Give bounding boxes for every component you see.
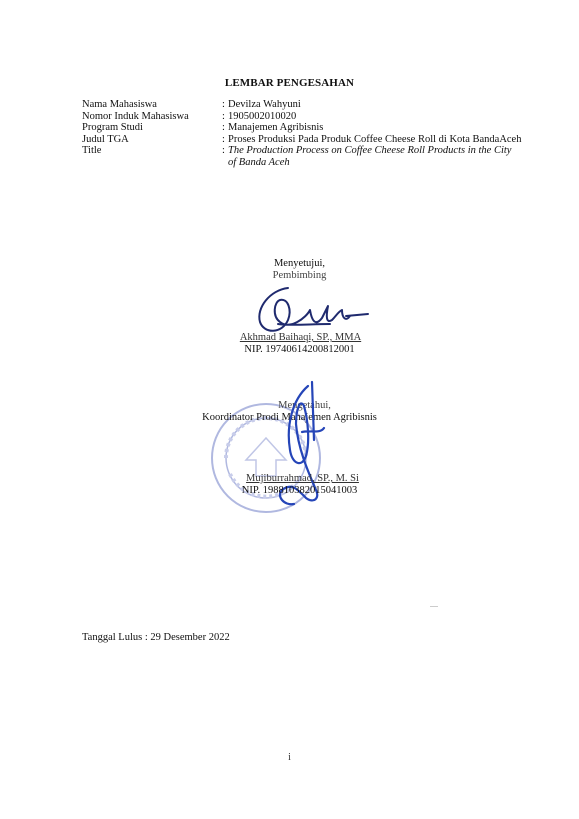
info-value: 1905002010020 [228, 110, 297, 122]
graduation-date: Tanggal Lulus : 29 Desember 2022 [82, 632, 230, 643]
info-row-name: Nama Mahasiswa : Devilza Wahyuni [82, 99, 522, 111]
scan-mark [430, 606, 438, 607]
advisor-nip: NIP. 19740614200812001 [244, 344, 355, 355]
page-number: i [288, 752, 291, 763]
approval-heading: Menyetujui, [273, 258, 326, 269]
info-label: Judul TGA [82, 133, 129, 145]
info-label: Nama Mahasiswa [82, 99, 157, 110]
info-value: The Production Process on Coffee Cheese Roll Products in the City of Banda Aceh [228, 145, 512, 168]
info-value: Manajemen Agribisnis [228, 122, 324, 133]
coordinator-signature [262, 380, 342, 520]
advisor-signature [250, 280, 370, 340]
info-value: Proses Produksi Pada Produk Coffee Cheese Roll di Kota BandaAceh [228, 133, 522, 145]
info-row-title: Title : The Production Process on Coffee Cheese Roll Products in the City of Banda Aceh [82, 145, 522, 168]
advisor-name: Akhmad Baihaqi, SP., MMA [239, 332, 362, 343]
info-value: Devilza Wahyuni [228, 99, 301, 110]
info-label: Nomor Induk Mahasiswa [82, 110, 189, 122]
approval-role: Pembimbing [272, 270, 327, 281]
info-label: Program Studi [82, 122, 143, 133]
page-title: LEMBAR PENGESAHAN [224, 77, 355, 89]
acknowledgement-heading: Mengetahui, [278, 400, 331, 411]
info-label: Title [82, 145, 102, 156]
info-row-program: Program Studi : Manajemen Agribisnis [82, 122, 522, 134]
info-row-judul: Judul TGA : Proses Produksi Pada Produk Coffee Cheese Roll di Kota BandaAceh [82, 133, 522, 145]
student-info-table [82, 99, 522, 168]
info-row-nim: Nomor Induk Mahasiswa : 1905002010020 [82, 111, 522, 123]
coordinator-nip: NIP. 198810382015041003 [241, 485, 358, 496]
coordinator-name: Mujiburrahmad, SP., M. Si [246, 473, 359, 484]
acknowledgement-role: Koordinator Prodi Manajemen Agribisnis [202, 412, 377, 423]
